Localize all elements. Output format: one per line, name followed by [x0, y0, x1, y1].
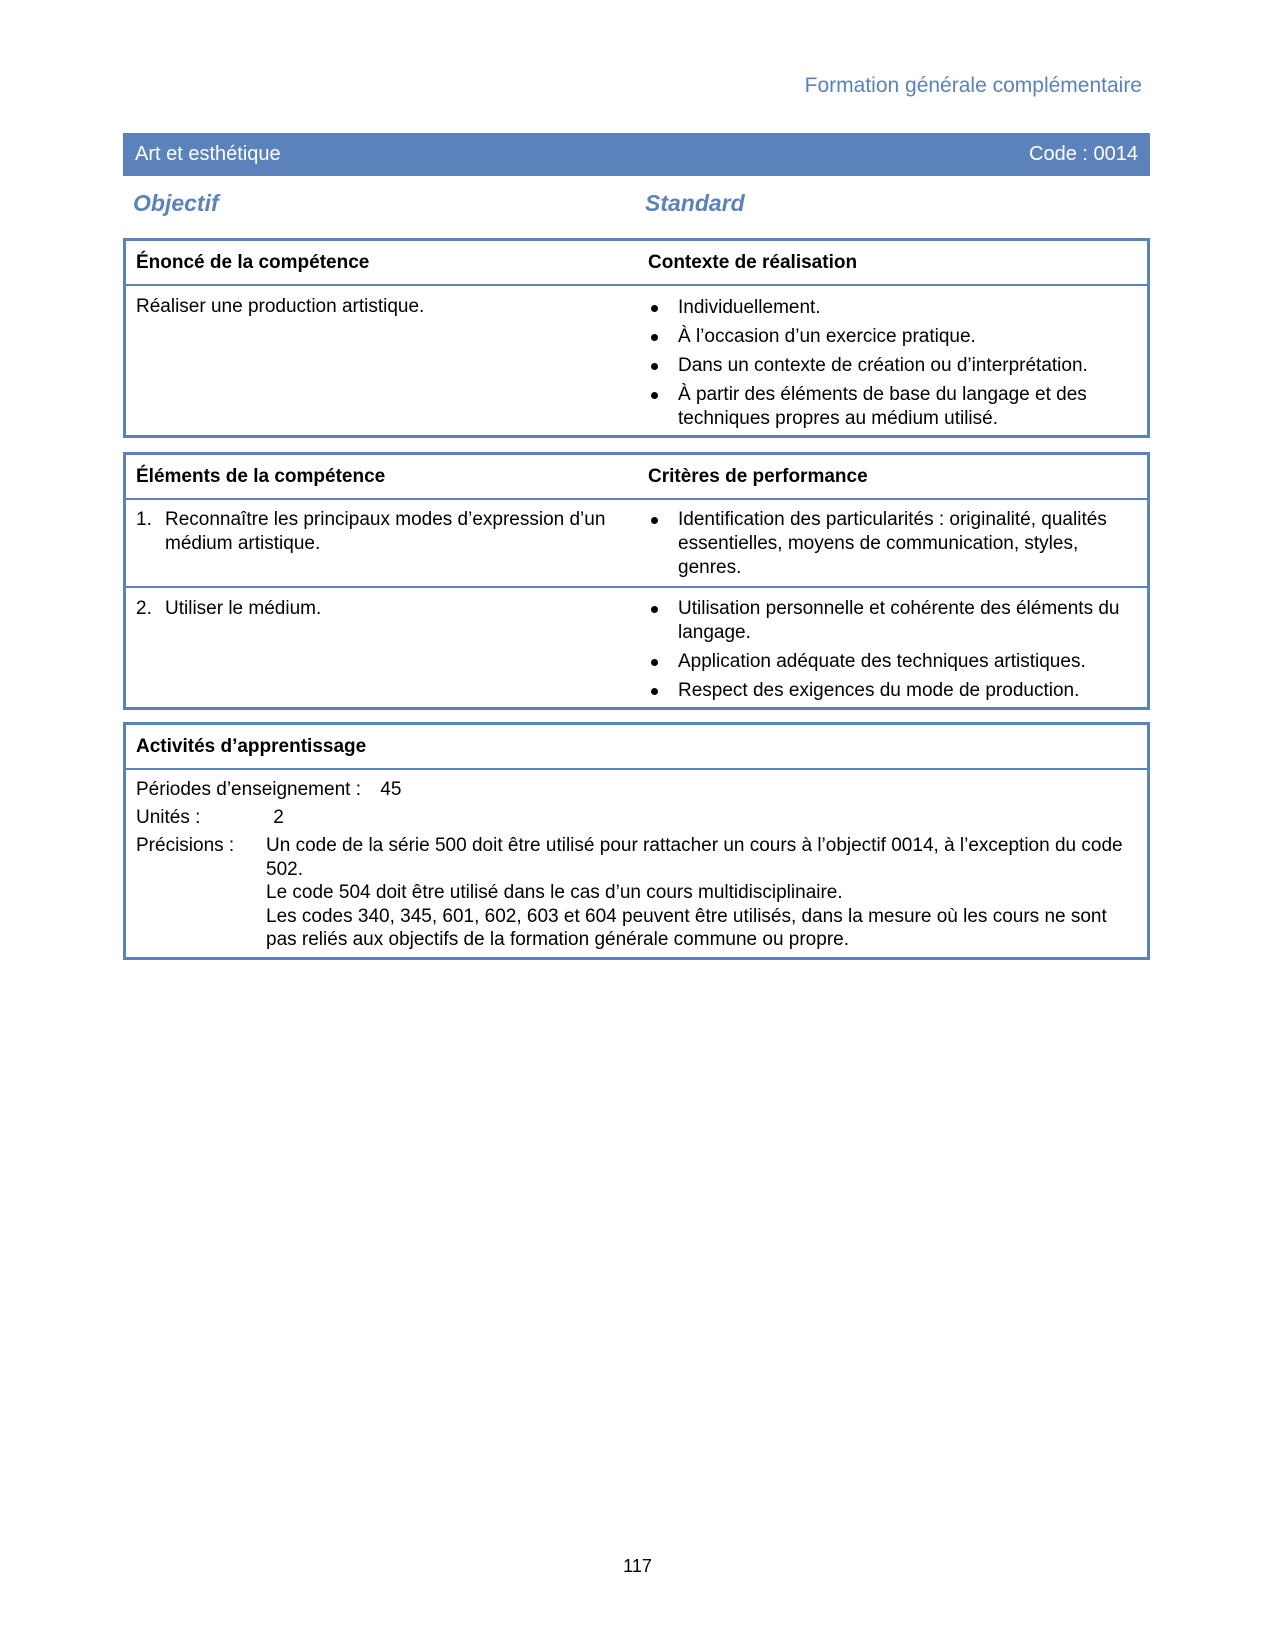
performance-criteria-title: Critères de performance [648, 465, 868, 487]
activities-body [126, 770, 1147, 958]
periods-value: 45 [380, 779, 402, 800]
list-item: Application adéquate des techniques artistiques. [648, 650, 1128, 674]
units-value: 2 [273, 807, 284, 828]
precisions-label: Précisions : [136, 835, 235, 856]
list-item: Dans un contexte de création ou d’interprétation. [648, 354, 1128, 378]
page-number: 117 [623, 1556, 652, 1576]
element-text: Reconnaître les principaux modes d’expression d’un médium artistique. [165, 509, 606, 554]
objective-heading: Objectif [133, 190, 219, 216]
periods-line [136, 778, 401, 802]
element-number: 1. [136, 509, 152, 530]
precision-paragraph: Les codes 340, 345, 601, 602, 603 et 604 peuvent être utilisés, dans la mesure où les cours ne sont pas reliés aux objectifs de la formation générale commune ou propre. [266, 905, 1107, 950]
box-header [126, 455, 1147, 500]
element-number: 2. [136, 598, 152, 619]
box-header [126, 725, 1147, 770]
competence-statement-box [123, 238, 1150, 438]
standard-heading: Standard [645, 190, 745, 216]
list-item: Identification des particularités : originalité, qualités essentielles, moyens de communication, styles, genres. [648, 508, 1128, 580]
document-section-title: Formation générale complémentaire [804, 74, 1142, 97]
element-text: Utiliser le médium. [165, 598, 322, 619]
precision-paragraph: Un code de la série 500 doit être utilisé pour rattacher un cours à l’objectif 0014, à l’exception du code 502. [266, 835, 1123, 880]
criteria-list [648, 508, 1128, 585]
list-item: À partir des éléments de base du langage et des techniques propres au médium utilisé. [648, 383, 1128, 431]
list-item: Utilisation personnelle et cohérente des éléments du langage. [648, 597, 1128, 645]
list-item: À l’occasion d’un exercice pratique. [648, 325, 1128, 349]
list-item: Individuellement. [648, 296, 1128, 320]
units-label: Unités : [136, 807, 201, 828]
box-header [126, 241, 1147, 286]
statement-row [126, 286, 1147, 436]
precisions-text [266, 834, 1126, 952]
learning-activities-box [123, 722, 1150, 960]
course-title: Art et esthétique [135, 143, 281, 165]
table-row [126, 588, 1147, 708]
element-item [136, 508, 606, 556]
context-list [648, 296, 1128, 436]
competence-statement-title: Énoncé de la compétence [136, 251, 370, 273]
element-item [136, 597, 606, 621]
criteria-list [648, 597, 1128, 708]
course-code: Code : 0014 [1029, 143, 1138, 165]
course-title-bar [123, 133, 1150, 176]
competence-elements-title: Éléments de la compétence [136, 465, 386, 487]
context-title: Contexte de réalisation [648, 251, 858, 273]
periods-label: Périodes d’enseignement : [136, 779, 361, 800]
competence-statement: Réaliser une production artistique. [136, 296, 425, 317]
learning-activities-title: Activités d’apprentissage [136, 735, 367, 757]
competence-elements-box [123, 452, 1150, 710]
precision-paragraph: Le code 504 doit être utilisé dans le cas d’un cours multidisciplinaire. [266, 882, 843, 903]
table-row [126, 500, 1147, 588]
units-line [136, 806, 284, 830]
list-item: Respect des exigences du mode de production. [648, 679, 1128, 703]
